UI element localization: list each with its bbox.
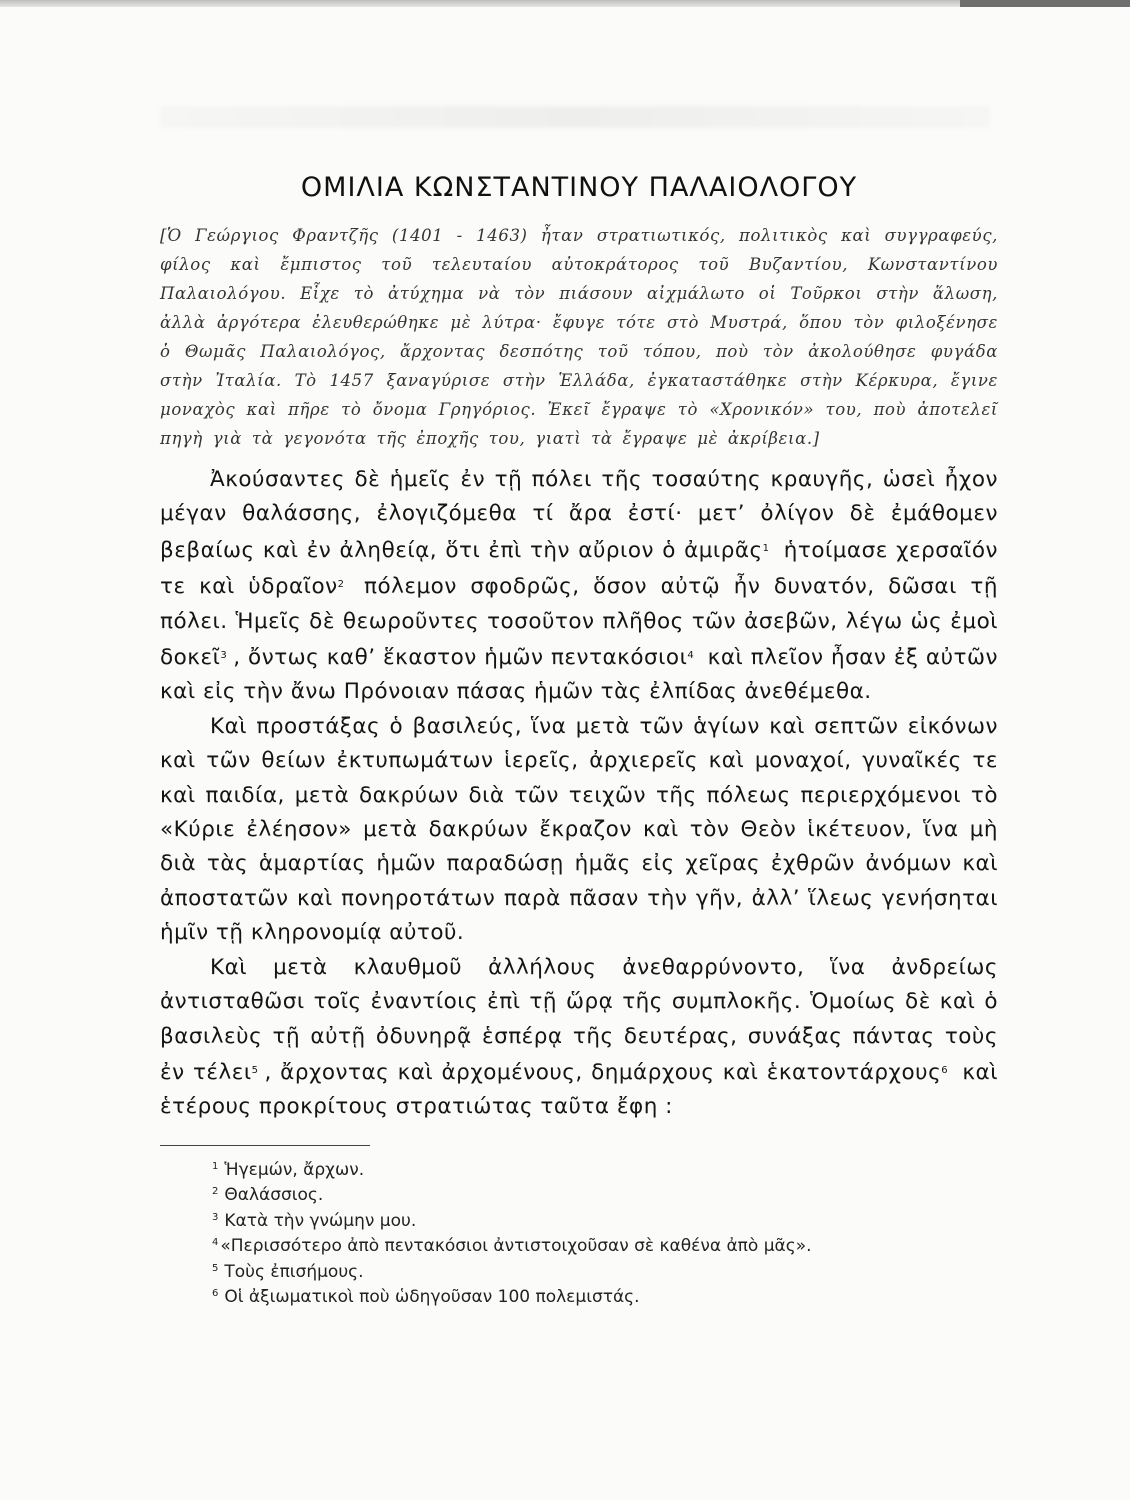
body-paragraph-2: Καὶ προστάξας ὁ βασιλεύς, ἵνα μετὰ τῶν ἁγίων καὶ σεπτῶν εἰκόνων καὶ τῶν θείων ἐκτυπωμάτων ἱερεῖς, ἀρχιερεῖς καὶ μοναχοί, γυναῖκές τε καὶ παιδία, μετὰ δακρύων διὰ τῶν τειχῶν τῆς πόλεως περιερχόμενοι τὸ «Κύριε ἐλέησον» μετὰ δακρύων ἔκραζον καὶ τὸν Θεὸν ἱκέτευον, ἵνα μὴ διὰ τὰς ἁμαρτίας ἡμῶν παραδώσῃ ἡμᾶς εἰς χεῖρας ἐχθρῶν ἀνόμων καὶ ἀποστατῶν καὶ πονηροτάτων παρὰ πᾶσαν τὴν γῆν, ἀλλ’ ἵλεως γενήσηται ἡμῖν τῇ κληρονομίᾳ αὐτοῦ. — [160, 713, 998, 946]
footnote-ref: 5 — [251, 1064, 259, 1076]
scan-top-edge-shadow — [960, 0, 1130, 7]
footnote-text: Θαλάσσιος. — [224, 1185, 324, 1206]
text-run: πόλεμον σφοδρῶς, ὅσον αὐτῷ ἦν δυνατόν, δῶσαι τῇ πόλει. Ἡμεῖς δὲ θεωροῦντες τοσοῦτον πλῆθος τῶν ἀσεβῶν, λέγω ὡς ἐμοὶ δοκεῖ — [160, 574, 998, 671]
text-run: καὶ ἑτέρους προκρίτους στρατιώτας ταῦτα ἔφη : — [160, 1059, 998, 1120]
text-run: καὶ πλεῖον ἦσαν ἐξ αὐτῶν καὶ εἰς τὴν ἄνω Πρόνοιαν πάσας ἡμῶν τὰς ἐλπίδας ἀνεθέμεθα. — [160, 645, 998, 705]
text-run: ἡτοίμασε χερσαῖόν τε καὶ ὑδραῖον — [160, 537, 998, 600]
footnote-6 — [160, 1283, 998, 1309]
footnote-divider — [160, 1145, 370, 1146]
footnote-text: Ἡγεμών, ἄρχων. — [224, 1159, 365, 1180]
body-paragraph-3 — [160, 951, 998, 1125]
page-title: ΟΜΙΛΙΑ ΚΩΝΣΤΑΝΤΙΝΟΥ ΠΑΛΑΙΟΛΟΓΟΥ — [300, 172, 858, 203]
footnote-3 — [160, 1207, 998, 1233]
footnote-text: «Περισσότερο ἀπὸ πεντακόσιοι ἀντιστοιχοῦσαν σὲ καθένα ἀπὸ μᾶς». — [220, 1236, 812, 1257]
footnote-ref: 6 — [941, 1064, 949, 1076]
body-paragraph-1 — [160, 463, 998, 710]
document-page — [160, 172, 998, 1309]
footnote-text: Κατὰ τὴν γνώμην μου. — [224, 1210, 417, 1231]
footnote-number: 1 — [212, 1160, 219, 1172]
footnotes — [160, 1156, 998, 1309]
footnote-2 — [160, 1181, 998, 1207]
intro-note: [Ὁ Γεώργιος Φραντζῆς (1401 - 1463) ἦταν στρατιωτικός, πολιτικὸς καὶ συγγραφεύς, φίλος καὶ ἔμπιστος τοῦ τελευταίου αὐτοκράτορος τοῦ Βυζαντίου, Κωνσταντίνου Παλαιολόγου. Εἶχε τὸ ἀτύχημα νὰ τὸν πιάσουν αἰχμάλωτο οἱ Τοῦρκοι στὴν ἅλωση, ἀλλὰ ἀργότερα ἐλευθερώθηκε μὲ λύτρα· ἔφυγε τότε στὸ Μυστρά, ὅπου τὸν φιλοξένησε ὁ Θωμᾶς Παλαιολόγος, ἄρχοντας δεσπότης τοῦ τόπου, ποὺ τὸν ἀκολούθησε φυγάδα στὴν Ἰταλία. Τὸ 1457 ξαναγύρισε στὴν Ἑλλάδα, ἐγκαταστάθηκε στὴν Κέρκυρα, ἔγινε μοναχὸς καὶ πῆρε τὸ ὄνομα Γρηγόριος. Ἐκεῖ ἔγραψε τὸ «Χρονικόν» του, ποὺ ἀποτελεῖ πηγὴ γιὰ τὰ γεγονότα τῆς ἐποχῆς του, γιατὶ τὰ ἔγραψε μὲ ἀκρίβεια.] — [160, 226, 998, 448]
text-run: , ὄντως καθ’ ἕκαστον ἡμῶν πεντακόσιοι — [233, 645, 688, 671]
footnote-number: 2 — [212, 1186, 219, 1198]
footnote-1 — [160, 1156, 998, 1182]
text-run: , ἄρχοντας καὶ ἀρχομένους, δημάρχους καὶ ἑκατοντάρχους — [264, 1059, 942, 1085]
footnote-text: Τοὺς ἐπισήμους. — [224, 1261, 364, 1282]
footnote-number: 3 — [212, 1211, 219, 1223]
footnote-number: 6 — [212, 1288, 219, 1300]
footnote-ref: 1 — [762, 542, 770, 554]
text-run: Καὶ μετὰ κλαυθμοῦ ἀλλήλους ἀνεθαρρύνοντο, ἵνα ἀνδρείως ἀντισταθῶσι τοῖς ἐναντίοις ἐπὶ τῇ ὥρᾳ τῆς συμπλοκῆς. Ὁμοίως δὲ καὶ ὁ βασιλεὺς τῇ αὐτῇ ὀδυνηρᾷ ἑσπέρᾳ τῆς δευτέρας, συνάξας πάντας τοὺς ἐν τέλει — [160, 954, 998, 1085]
footnote-text: Οἱ ἀξιωματικοὶ ποὺ ὡδηγοῦσαν 100 πολεμιστάς. — [224, 1287, 640, 1308]
text-run: Ἀκούσαντες δὲ ἡμεῖς ἐν τῇ πόλει τῆς τοσαύτης κραυγῆς, ὡσεὶ ἦχον μέγαν θαλάσσης, ἐλογιζόμεθα τί ἄρα ἐστί· μετ’ ὀλίγον δὲ ἐμάθομεν βεβαίως καὶ ἐν ἀληθείᾳ, ὅτι ἐπὶ τὴν αὔριον ὁ ἀμιρᾶς — [160, 467, 998, 563]
footnote-5 — [160, 1258, 998, 1284]
footnote-4 — [160, 1232, 998, 1258]
footnote-number: 5 — [212, 1262, 219, 1274]
footnote-ref: 3 — [220, 650, 228, 662]
bleed-through-text — [160, 106, 990, 128]
footnote-ref: 4 — [687, 650, 695, 662]
footnote-ref: 2 — [337, 579, 345, 591]
footnote-number: 4 — [212, 1237, 219, 1249]
